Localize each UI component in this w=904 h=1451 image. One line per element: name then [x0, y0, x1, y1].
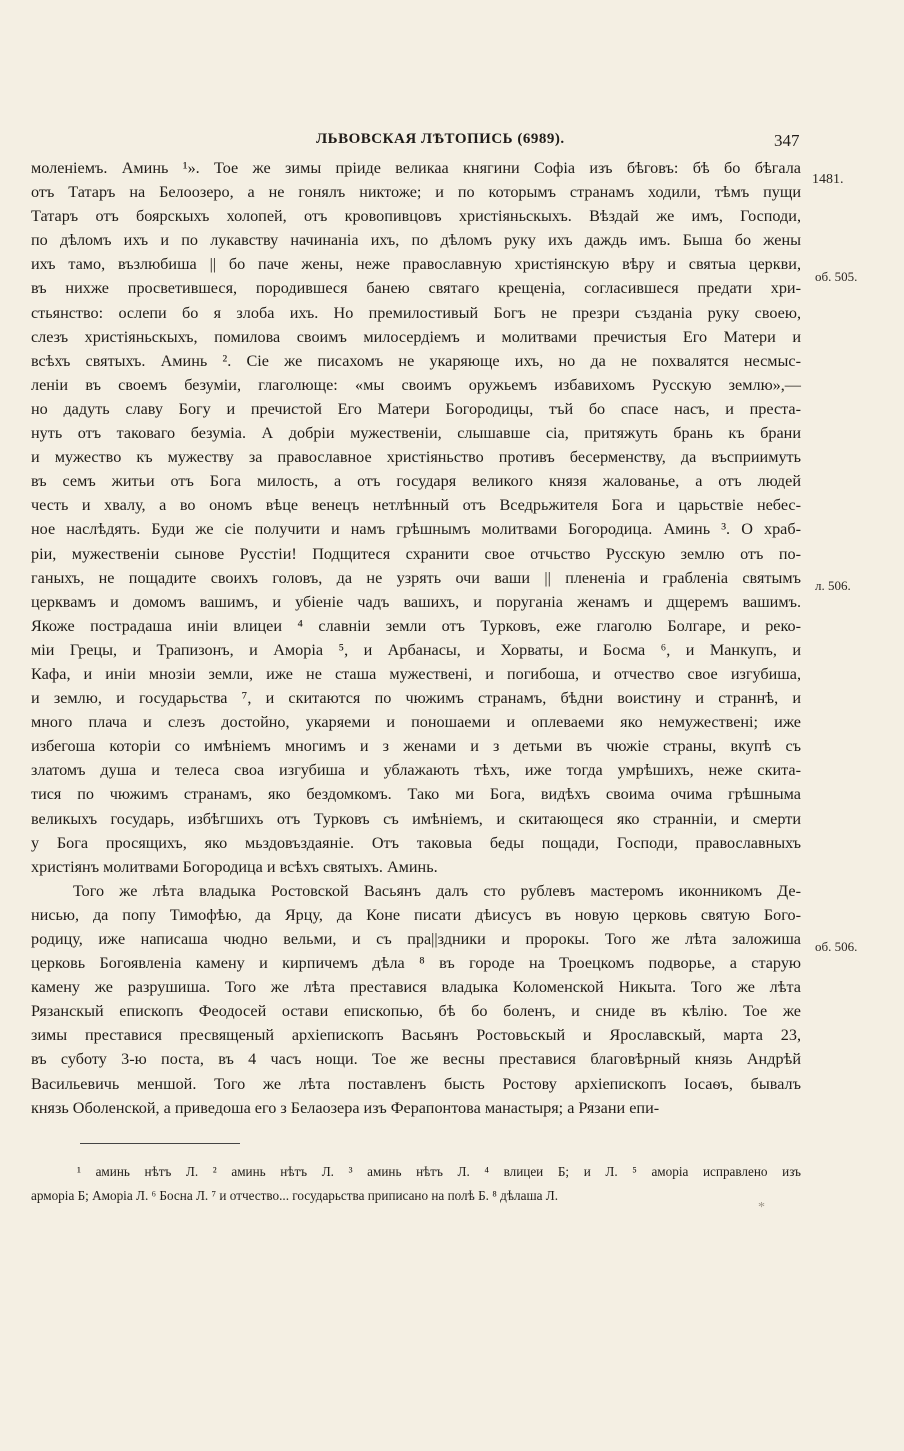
text-line-content: но дадуть славу Богу и пречистой Его Матери Богородицы, тъй бо спасе насъ, и преста-	[31, 399, 801, 418]
text-line-content: въ нихже просветившеся, породившеся банею святаго крещенiа, согласившеся предати хри-	[31, 279, 801, 298]
page-number: 347	[774, 131, 800, 150]
text-line	[31, 951, 801, 975]
text-line	[31, 252, 801, 276]
text-line-content: златомъ душа и телеса своа изгубиша и ублажають тѣхъ, иже тогда умрѣшихъ, неже скита-	[31, 761, 801, 780]
text-line-content: у Бога просящихъ, яко мьздовъздаянiе. Отъ таковыа беды пощади, Господи, православныхъ	[31, 833, 801, 852]
text-line-content: слезъ христiяньскыхъ, помилова своимъ милосердiемъ и молитвами пречистыя Его Матери и	[31, 327, 801, 346]
text-line-content: въ семъ житьи отъ Бога милость, а отъ государя великого князя жалованье, а отъ людей	[31, 472, 801, 491]
text-line	[31, 879, 801, 903]
text-line	[31, 710, 801, 734]
text-line-content: всѣхъ святыхъ. Аминь ². Сiе же писахомъ не укаряюще ихъ, но да не похвалятся несмыс-	[31, 351, 801, 370]
text-line	[31, 758, 801, 782]
text-line	[31, 831, 801, 855]
text-line	[31, 301, 801, 325]
text-line	[31, 927, 801, 951]
text-line	[31, 1096, 801, 1120]
text-line-content: ное наслѣдять. Буди же сiе получити и намъ грѣшнымъ молитвами Богородица. Аминь ³. О храб-	[31, 520, 801, 539]
text-line	[31, 445, 801, 469]
text-line	[31, 782, 801, 806]
page-mark: *	[758, 1200, 765, 1215]
text-line-content: моленiемъ. Аминь ¹». Тое же зимы прiиде великаа княгини Софiа изъ бѣговъ: бѣ бо бѣгала	[31, 159, 801, 177]
text-line	[31, 662, 801, 686]
text-line	[31, 1023, 801, 1047]
text-line	[31, 903, 801, 927]
text-line	[31, 180, 801, 204]
text-line	[31, 204, 801, 228]
text-line	[31, 566, 801, 590]
text-line-content: Рязанскый епископъ Феодосей остави епископью, бѣ бо боленъ, и сниде въ кѣлiю. Тое же	[31, 1002, 801, 1021]
running-title: ЛЬВОВСКАЯ ЛѢТОПИСЬ (6989).	[316, 131, 565, 147]
text-line-content: ганыхъ, не пощадите своихъ головъ, да не узрять очи ваши || плененiа и грабленiа святымъ	[31, 568, 801, 587]
text-line-content: Якоже пострадаша инiи влицеи ⁴ славнiи земли отъ Турковъ, еже глаголю Болгаре, и реко-	[31, 616, 801, 635]
text-line-content: тися по чюжимъ странамъ, яко бездомкомъ. Тако ми Бога, видѣхъ своима очима грѣшныма	[31, 785, 801, 804]
text-line-content: зимы преставися пресвященый архiепископъ Васьянъ Ростовьскый и Ярославскый, марта 23,	[31, 1026, 801, 1045]
text-line	[31, 469, 801, 493]
text-line	[31, 999, 801, 1023]
text-line-content: великыхъ государь, избѣгшихъ отъ Турковъ съ имѣнiемъ, и скитающеся яко страннiи, и смерти	[31, 809, 801, 828]
running-header	[0, 131, 904, 155]
text-line-content: избегоша которiи со имѣнiемъ многимъ и з женами и з детьми въ чюжiе страны, вкупѣ съ	[31, 737, 801, 756]
text-line-content: въ суботу 3-ю поста, въ 4 часъ нощи. Тое же весны преставися благовѣрный князь Андрѣй	[31, 1050, 801, 1069]
text-line	[31, 542, 801, 566]
text-line	[31, 686, 801, 710]
margin-note-folio: об. 506.	[815, 939, 858, 954]
text-line	[31, 156, 801, 180]
text-line-content: ленiи въ своемъ безумiи, глаголюще: «мы своимъ оружьемъ избавихомъ Русскую землю»,—	[31, 375, 801, 394]
text-line-content: нуть отъ таковаго безумiа. А добрiи мужественiи, слышавше сiа, притяжуть брань къ брани	[31, 424, 801, 443]
text-line	[31, 517, 801, 541]
text-line	[31, 975, 801, 999]
footnotes	[31, 1160, 801, 1208]
text-line	[31, 638, 801, 662]
text-line-content: церковь Богоявленiа камену и кирпичемъ дѣла ⁸ въ городе на Троецкомъ подворье, а старую	[31, 954, 801, 973]
text-line-content: Татаръ отъ боярскыхъ холопей, отъ кровопивцовъ христiяньскыхъ. Вѣздай же имъ, Господи,	[31, 207, 801, 226]
text-line-content: и землю, и государьства ⁷, и скитаются по чюжимъ странамъ, бѣдни воистину и страннѣ, и	[31, 689, 801, 708]
text-line	[31, 228, 801, 252]
text-line	[31, 590, 801, 614]
text-line-content: много плача и слезъ достойно, укаряеми и поношаеми и оплеваеми яко немужественi; иже	[31, 713, 801, 732]
margin-note-folio: об. 505.	[815, 269, 858, 284]
text-line	[31, 855, 801, 879]
text-line-content: рiи, мужественiи сынове Русстiи! Подщитеся схранити свое отчьство Русскую землю отъ по-	[31, 544, 801, 563]
text-line-content: Кафа, и инiи мнозiи земли, иже не сташа мужественi, и погибоша, и отчество свое изгубиша,	[31, 664, 801, 683]
text-line-content: родицу, иже написаша чюдно вельми, и съ пра||здники и пророкы. Того же лѣта заложиша	[31, 930, 801, 948]
text-line	[31, 276, 801, 300]
text-line	[31, 614, 801, 638]
text-line	[31, 373, 801, 397]
text-line	[31, 421, 801, 445]
text-line-content: князь Оболенской, а приведоша его з Белаозера изъ Ферапонтова манастыря; а Рязани епи-	[31, 1098, 660, 1117]
text-line-content: ихъ тамо, възлюбиша || бо паче жены, неже православную христiянскую вѣру и святыа церкви,	[31, 255, 801, 274]
text-line	[31, 349, 801, 373]
text-line-content: стьянство: ослепи бо я злоба ихъ. Но премилостивый Богъ не презри създанiа руку своею,	[31, 303, 801, 322]
text-line-content: по дѣломъ ихъ и по лукавству начинанiа ихъ, по дѣломъ руку ихъ даждь имъ. Быша бо жены	[31, 231, 801, 250]
text-line	[31, 734, 801, 758]
text-line-content: Васильевичь меншой. Того же лѣта поставленъ бысть Ростову архiепископъ Iосаѳъ, бывалъ	[31, 1074, 801, 1093]
text-line	[31, 493, 801, 517]
text-line-content: нисью, да попу Тимофѣю, да Ярцу, да Коне писати дѣисусъ въ новую церковь святую Бого-	[31, 905, 801, 924]
text-line	[31, 807, 801, 831]
text-line	[31, 1072, 801, 1096]
margin-year: 1481.	[812, 172, 844, 187]
text-line-content: мiи Грецы, и Трапизонъ, и Аморiа ⁵, и Арбанасы, и Хорваты, и Босма ⁶, и Манкупъ, и	[31, 640, 801, 659]
text-line-content: церквамъ и домомъ вашимъ, и убiенiе чадъ вашихъ, и поруганiа женамъ и дщеремъ вашимъ.	[31, 592, 801, 611]
text-line	[31, 397, 801, 421]
text-line	[31, 325, 801, 349]
text-line-content: камену же разрушиша. Того же лѣта преставися владыка Коломенской Никыта. Того же лѣта	[31, 978, 801, 997]
margin-note-folio: л. 506.	[815, 578, 851, 593]
text-line-content: отъ Татаръ на Белоозеро, а не гонялъ никтоже; и по которымъ странамъ ходили, тѣмъ пущи	[31, 183, 801, 202]
footnote-line: ¹ аминь нѣтъ Л. ² аминь нѣтъ Л. ³ аминь нѣтъ Л. ⁴ влицеи Б; и Л. ⁵ аморiа исправлено изъ	[77, 1164, 801, 1179]
text-line-content: честь и хвалу, а во ономъ вѣце венецъ нетлѣнный отъ Вседрьжителя Бога и царьствiе небес-	[31, 496, 801, 515]
text-line-content: христiянъ молитвами Богородица и всѣхъ святыхъ. Аминь.	[31, 857, 438, 876]
text-line-content: Того же лѣта владыка Ростовской Васьянъ далъ сто рублевъ мастеромъ иконникомъ Де-	[73, 881, 801, 900]
footnote-line: арморiа Б; Аморiа Л. ⁶ Босна Л. ⁷ и отчество... государьства приписано на полѣ Б. ⁸ дѣлаша Л.	[31, 1188, 559, 1203]
text-line	[31, 1047, 801, 1071]
text-line-content: и мужество къ мужеству за православное христiяньство противъ бесерменству, да въсприимуть	[31, 448, 801, 467]
footnote-divider	[80, 1143, 240, 1144]
main-text	[31, 156, 801, 1120]
